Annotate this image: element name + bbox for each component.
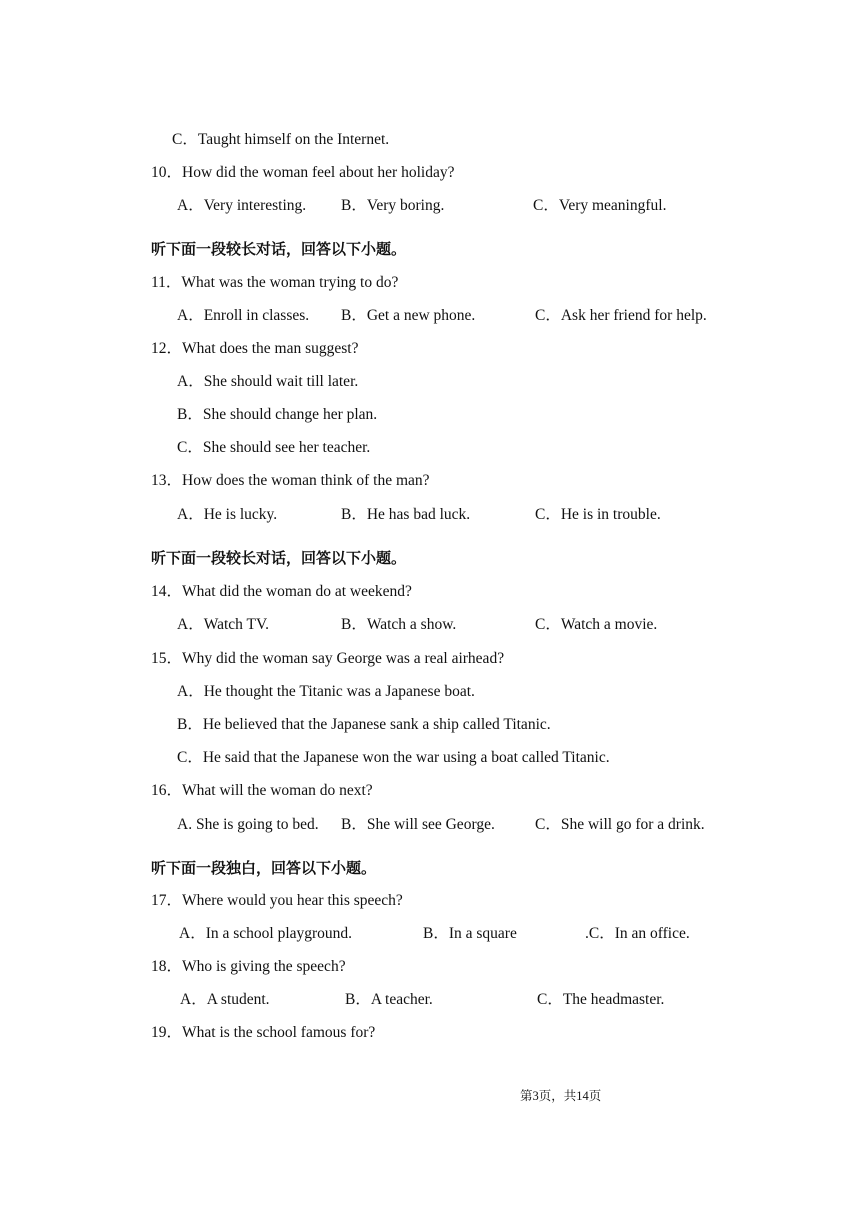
q10-question: 10．How did the woman feel about her holiday? (151, 164, 455, 181)
q10-option-b: B．Very boring. (341, 197, 445, 214)
q18-option-a: A．A student. (180, 991, 270, 1008)
q14-option-a: A．Watch TV. (177, 616, 270, 633)
q16-option-b: B．She will see George. (341, 816, 495, 833)
q19-question: 19．What is the school famous for? (151, 1024, 376, 1041)
q17-option-c: .C．In an office. (585, 925, 690, 942)
section-heading-dialogue-1: 听下面一段较长对话，回答以下小题。 (151, 240, 407, 258)
q18-option-c: C．The headmaster. (537, 991, 665, 1008)
q12-question: 12．What does the man suggest? (151, 340, 359, 357)
q11-option-c: C．Ask her friend for help. (535, 307, 707, 324)
q17-option-a: A．In a school playground. (179, 925, 353, 942)
q9-option-c: C．Taught himself on the Internet. (172, 131, 390, 148)
q11-option-b: B．Get a new phone. (341, 307, 476, 324)
q16-option-a: A. She is going to bed. (177, 816, 319, 833)
q15-option-c: C．He said that the Japanese won the war using a boat called Titanic. (177, 749, 610, 766)
q12-option-b: B．She should change her plan. (177, 406, 378, 423)
q15-option-b: B．He believed that the Japanese sank a ship called Titanic. (177, 716, 551, 733)
q13-option-b: B．He has bad luck. (341, 506, 471, 523)
q13-option-c: C．He is in trouble. (535, 506, 661, 523)
q12-option-a: A．She should wait till later. (177, 373, 359, 390)
page-number-footer: 第3页，共14页 (520, 1089, 602, 1103)
q14-question: 14．What did the woman do at weekend? (151, 583, 412, 600)
q18-option-b: B．A teacher. (345, 991, 433, 1008)
q14-option-b: B．Watch a show. (341, 616, 457, 633)
section-heading-dialogue-2: 听下面一段较长对话，回答以下小题。 (151, 549, 407, 567)
q17-option-b: B．In a square (423, 925, 517, 942)
q10-option-c: C．Very meaningful. (533, 197, 667, 214)
section-heading-monologue: 听下面一段独白，回答以下小题。 (151, 859, 377, 877)
q11-question: 11．What was the woman trying to do? (151, 274, 399, 291)
q16-option-c: C．She will go for a drink. (535, 816, 705, 833)
q16-question: 16．What will the woman do next? (151, 782, 373, 799)
q10-option-a: A．Very interesting. (177, 197, 307, 214)
q11-option-a: A．Enroll in classes. (177, 307, 310, 324)
q12-option-c: C．She should see her teacher. (177, 439, 371, 456)
q18-question: 18．Who is giving the speech? (151, 958, 346, 975)
q15-option-a: A．He thought the Titanic was a Japanese boat. (177, 683, 475, 700)
q17-question: 17．Where would you hear this speech? (151, 892, 403, 909)
q13-question: 13．How does the woman think of the man? (151, 472, 430, 489)
q13-option-a: A．He is lucky. (177, 506, 278, 523)
q15-question: 15．Why did the woman say George was a real airhead? (151, 650, 505, 667)
q14-option-c: C．Watch a movie. (535, 616, 658, 633)
